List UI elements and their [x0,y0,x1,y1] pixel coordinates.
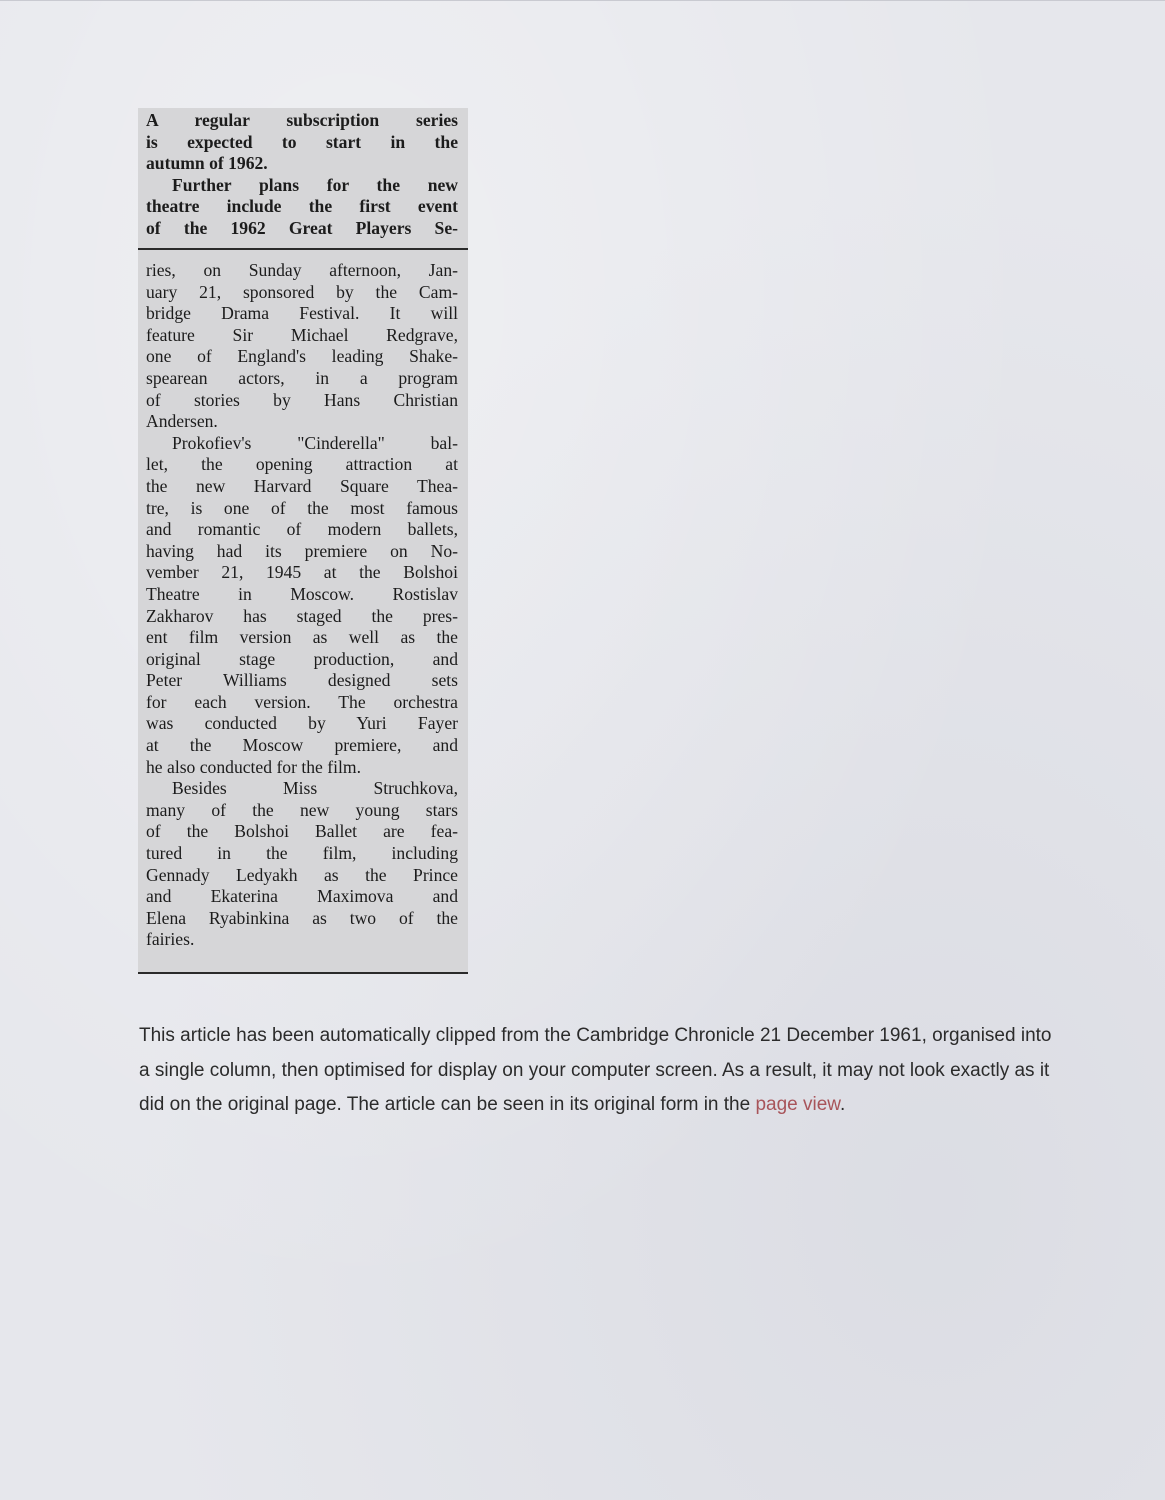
clip-line: theatre include the first event [146,196,458,217]
clip-line: tured in the film, including [146,843,458,864]
clip-line: at the Moscow premiere, and [146,735,458,756]
clip-line: uary 21, sponsored by the Cam- [146,281,458,302]
clip-line: Peter Williams designed sets [146,670,458,691]
clip-line: for each version. The orchestra [146,691,458,712]
clip-line: of stories by Hans Christian [146,389,458,410]
clip-line: vember 21, 1945 at the Bolshoi [146,562,458,583]
clip-line: and Ekaterina Maximova and [146,886,458,907]
clipping-bottom-rule [138,972,468,974]
clip-line: ries, on Sunday afternoon, Jan- [146,260,458,280]
clip-line: Zakharov has staged the pres- [146,605,458,626]
caption-end: . [839,1094,846,1115]
clip-line: was conducted by Yuri Fayer [146,713,458,734]
page-view-link[interactable]: page view [755,1094,840,1115]
clip-line: Prokofiev's "Cinderella" bal- [172,432,458,453]
newspaper-clipping [138,108,468,974]
clip-line: A regular subscription series [146,110,458,130]
clip-line: ent film version as well as the [146,627,458,648]
clip-line: Further plans for the new [172,174,458,195]
clip-line: many of the new young stars [146,799,458,820]
clip-line: bridge Drama Festival. It will [146,303,458,324]
clip-line: tre, is one of the most famous [146,497,458,518]
clip-line: let, the opening attraction at [146,454,458,475]
clip-line: Besides Miss Struchkova, [172,778,458,799]
clipping-bottom-block [138,260,468,951]
clip-line: autumn of 1962. [146,153,268,174]
clip-line: and romantic of modern ballets, [146,519,458,540]
clip-line: one of England's leading Shake- [146,346,458,367]
clip-line: fairies. [146,929,195,950]
clip-line: having had its premiere on No- [146,540,458,561]
clip-line: feature Sir Michael Redgrave, [146,324,458,345]
clip-line: he also conducted for the film. [146,756,361,777]
clip-line: Theatre in Moscow. Rostislav [146,583,458,604]
clip-line: spearean actors, in a program [146,367,458,388]
clipping-caption [139,1019,1059,1123]
clip-line: Gennady Ledyakh as the Prince [146,864,458,885]
clipping-divider [138,248,468,250]
clipping-top-block [138,110,468,240]
clip-line: original stage production, and [146,648,458,669]
clip-line: the new Harvard Square Thea- [146,475,458,496]
clip-line: Andersen. [146,411,218,432]
clip-line: of the 1962 Great Players Se- [146,217,458,238]
caption-text: This article has been automatically clipped from the Cambridge Chronicle 21 December 1961, organised into a single column, then optimised for display on your computer screen. As a result, it may not look exactly as it did on the original page. The article can be seen in its original form in the [139,1025,1052,1115]
clip-line: of the Bolshoi Ballet are fea- [146,821,458,842]
clip-line: is expected to start in the [146,131,458,152]
clip-line: Elena Ryabinkina as two of the [146,907,458,928]
